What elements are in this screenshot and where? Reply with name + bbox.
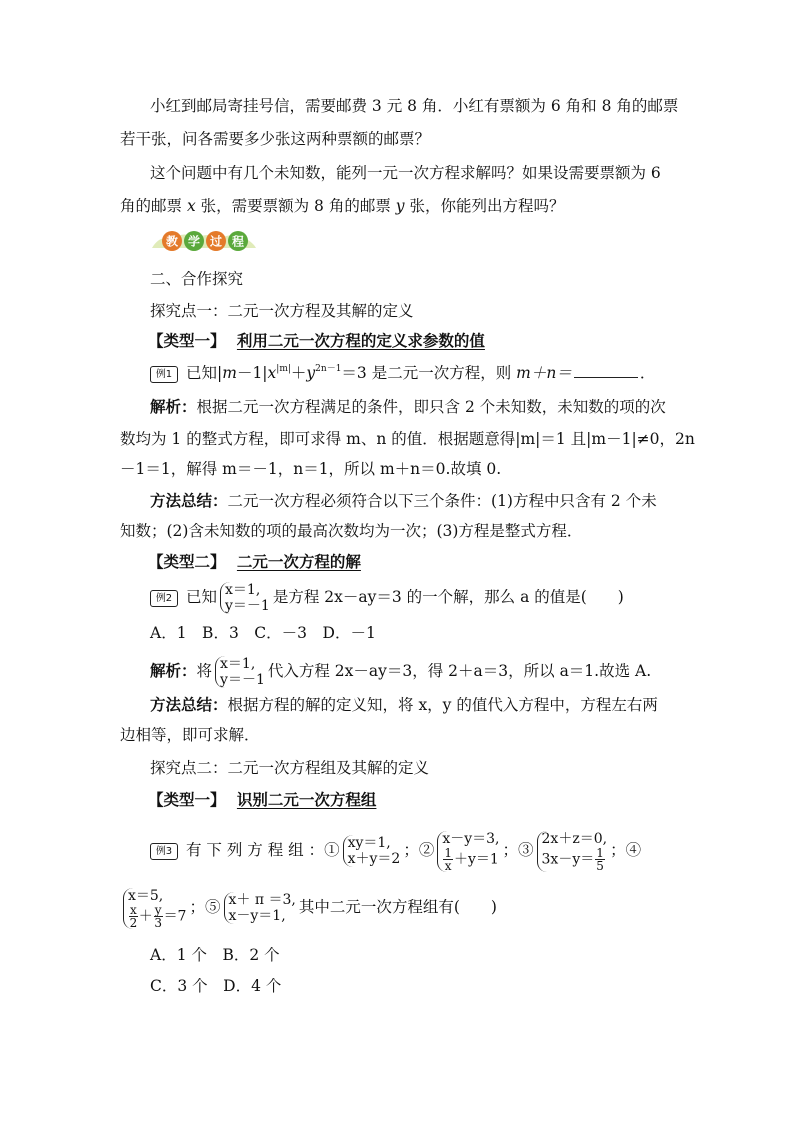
- ex-text: 已知: [186, 588, 218, 606]
- var-y: y: [306, 364, 316, 382]
- equation-system: [215, 656, 265, 688]
- point1-title: 探究点一：二元一次方程及其解的定义: [150, 302, 414, 320]
- solution-1-line-3: －1＝1，解得 m＝－1，n＝1，所以 m＋n＝0.故填 0.: [120, 460, 502, 478]
- numerator: 1: [444, 845, 452, 860]
- example-badge: 例3: [150, 843, 178, 860]
- fraction: [595, 847, 605, 872]
- var-m: m: [222, 364, 237, 382]
- example-badge: 例2: [150, 590, 178, 607]
- type-title: 利用二元一次方程的定义求参数的值: [236, 331, 485, 350]
- denominator: 3: [154, 915, 162, 930]
- numerator: 1: [596, 845, 604, 860]
- intro-line-3: 这个问题中有几个未知数，能列一元一次方程求解吗？如果设需要票额为 6: [150, 164, 661, 182]
- ex-text: 是方程 2x－ay＝3 的一个解，那么 a 的值是( ): [272, 588, 624, 606]
- example-3: [150, 820, 641, 880]
- solution-1-line-1: [150, 396, 666, 418]
- system-row: 2x＋z＝0,: [541, 830, 608, 847]
- teaching-process-banner: [150, 228, 258, 254]
- point2-title: 探究点二：二元一次方程组及其解的定义: [150, 759, 430, 777]
- var-y: y: [395, 197, 405, 215]
- ex-text: ＝3 是二元一次方程，则: [341, 364, 517, 382]
- solution-2: [150, 656, 651, 688]
- ex-text: ；②: [403, 841, 435, 859]
- example-1: [150, 362, 655, 384]
- exponent: 2n－1: [315, 364, 342, 374]
- fraction: [154, 904, 163, 929]
- equation-system: [224, 892, 296, 924]
- summary-label: 方法总结：: [150, 695, 228, 714]
- banner-char: 学: [187, 234, 201, 249]
- summary-label: 方法总结：: [150, 491, 228, 510]
- intro-line-4: [120, 195, 564, 217]
- ex-text: ；④: [610, 841, 642, 859]
- solution-text: 将: [196, 662, 213, 680]
- equation-system: [537, 831, 608, 872]
- ex-text: －1|: [236, 364, 268, 382]
- banner-art: [150, 228, 258, 254]
- system-row: [542, 847, 608, 872]
- ex-text: ＋: [290, 364, 307, 382]
- ex-text: 有 下 列 方 程 组 ：: [186, 841, 325, 859]
- system-row: x＝1,: [225, 582, 261, 598]
- ex-text: ．: [639, 364, 656, 382]
- intro-text: 张，需要票额为 8 角的邮票: [195, 197, 396, 215]
- system-row: y＝－1: [220, 672, 265, 688]
- solution-text: 代入方程 2x－ay＝3，得 2＋a＝3，所以 a＝1.故选 A.: [267, 662, 652, 680]
- summary-text: 二元一次方程必须符合以下三个条件：(1)方程中只含有 2 个未: [227, 492, 657, 510]
- intro-line-2: 若干张，问各需要多少张这两种票额的邮票？: [120, 130, 431, 148]
- example-3-options-1: A．1 个 B．2 个: [150, 946, 280, 964]
- solution-label: 解析：: [150, 661, 197, 680]
- summary-text: 根据方程的解的定义知，将 x，y 的值代入方程中，方程左右两: [227, 696, 658, 714]
- example-2: [150, 582, 624, 614]
- equation-system: [343, 835, 401, 867]
- example-3-options-2: C．3 个 D．4 个: [150, 977, 282, 995]
- denominator: x: [444, 858, 452, 873]
- solution-1-line-2: 数均为 1 的整式方程，即可求得 m、n 的值．根据题意得|m|＝1 且|m－1|≠0，2n: [120, 430, 695, 448]
- banner-char: 程: [231, 234, 245, 249]
- system-text: ＝7: [163, 908, 187, 924]
- type-heading: [148, 789, 376, 811]
- ex-text: 已知|: [186, 364, 223, 382]
- solution-label: 解析：: [150, 397, 197, 416]
- system-row: x－y＝3,: [442, 830, 500, 847]
- system-row: [442, 847, 499, 872]
- system-row: x＋y＝2: [347, 851, 401, 867]
- equation-system: [437, 831, 499, 872]
- system-row: y＝－1: [225, 598, 270, 614]
- summary-1-line-1: [150, 490, 657, 512]
- example-2-options: A．1 B．3 C．－3 D．－1: [150, 624, 376, 642]
- fraction: [443, 847, 453, 872]
- var-x: x: [186, 197, 196, 215]
- banner-char: 教: [165, 234, 179, 249]
- denominator: 2: [129, 915, 138, 930]
- system-row: xy＝1,: [347, 835, 391, 851]
- ex-text: ；③: [502, 841, 534, 859]
- equation-system: [123, 888, 186, 929]
- ex-text: ①: [324, 841, 340, 859]
- system-row: x＝1,: [220, 656, 256, 672]
- ex-text: ；⑤: [189, 898, 221, 916]
- intro-text: 角的邮票: [120, 197, 187, 215]
- equation-system: [220, 582, 270, 614]
- type-title: 识别二元一次方程组: [236, 790, 377, 809]
- system-text: 3x－y＝: [541, 851, 595, 867]
- system-row: x＝5,: [128, 887, 164, 904]
- numerator: x: [130, 902, 137, 917]
- type-heading: [148, 551, 361, 573]
- type-heading: [148, 330, 485, 352]
- intro-text: 张，你能列出方程吗？: [404, 197, 565, 215]
- summary-2-line-1: [150, 694, 658, 716]
- denominator: 5: [596, 858, 604, 873]
- ex-expr: m＋n＝: [516, 364, 572, 382]
- system-text: ＋y＝1: [453, 851, 499, 867]
- system-row: $\frac{x}{2}$ ＋ $\frac{y}{3}$ ＝7: [129, 902, 187, 930]
- banner-char: 过: [209, 234, 223, 249]
- fraction: [129, 904, 138, 929]
- type-title: 二元一次方程的解: [236, 552, 361, 571]
- type-tag: 【类型二】: [148, 552, 226, 571]
- exponent: |m|: [276, 364, 291, 374]
- type-tag: 【类型一】: [148, 331, 226, 350]
- system-row: x＋ π ＝3,: [228, 892, 296, 908]
- example-3-cont: [120, 880, 497, 934]
- answer-blank[interactable]: [574, 363, 638, 378]
- ex-text: 其中二元一次方程组有( ): [298, 898, 497, 916]
- section-title: 二、合作探究: [150, 270, 244, 288]
- type-tag: 【类型一】: [148, 790, 226, 809]
- numerator: y: [154, 902, 162, 917]
- example-badge: 例1: [150, 366, 178, 383]
- summary-2-line-2: 边相等，即可求解．: [120, 726, 260, 744]
- solution-text: 根据二元一次方程满足的条件，即只含 2 个未知数，未知数的项的次: [196, 398, 666, 416]
- system-row: x－y＝1,: [228, 908, 286, 924]
- intro-line-1: 小红到邮局寄挂号信，需要邮费 3 元 8 角．小红有票额为 6 角和 8 角的邮票: [150, 97, 679, 115]
- var-x: x: [267, 364, 277, 382]
- summary-1-line-2: 知数；(2)含未知数的项的最高次数均为一次；(3)方程是整式方程．: [120, 522, 583, 540]
